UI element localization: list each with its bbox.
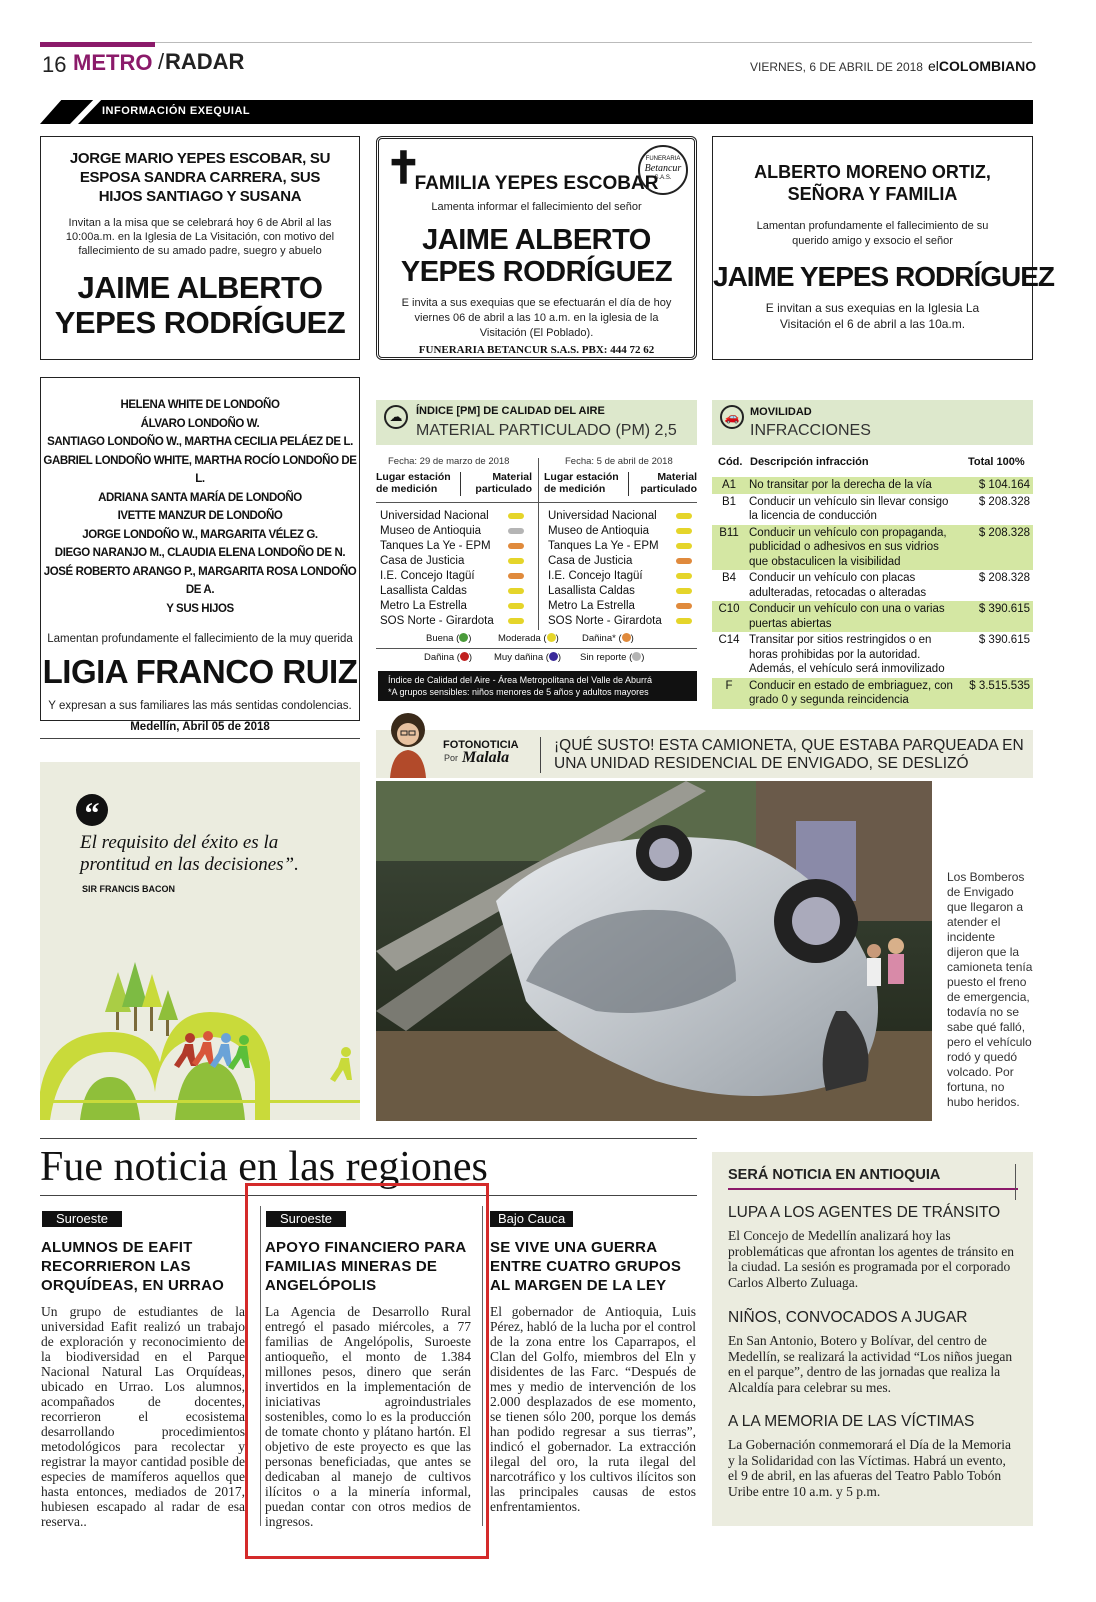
station-name: Casa de Justicia (380, 555, 465, 567)
antioquia-body: En San Antonio, Botero y Bolívar, del centro de Medellín, se realizará la actividad “Los niños juegan en el parque”, dentro de las jornadas que realiza la Alcaldía para celebrar su mes. (728, 1333, 1013, 1395)
movilidad-header (712, 400, 1033, 445)
aqi-station-row (548, 539, 698, 554)
article-headline: SE VIVE UNA GUERRA ENTRE CUATRO GRUPOS AL MARGEN DE LA LEY (490, 1239, 682, 1294)
aqi-header (376, 400, 697, 445)
obituary-family-member: JOSÉ ROBERTO ARANGO P., MARGARITA ROSA LONDOÑO DE A. (43, 565, 357, 596)
aqi-rule (376, 648, 697, 649)
section-slash: / (158, 49, 165, 74)
quote-panel (40, 762, 360, 1120)
obituary-notice (712, 136, 1055, 360)
mov-col-total: Total 100% (968, 456, 1025, 468)
station-name: SOS Norte - Girardota (548, 615, 662, 627)
region-tag: Bajo Cauca (490, 1211, 573, 1227)
legend-label: Dañina* ( (582, 633, 622, 644)
aqi-station-row (548, 584, 698, 599)
section-color-bar (40, 42, 155, 47)
air-quality-indicator (676, 543, 692, 549)
obituary-family-member: Y SUS HIJOS (166, 602, 234, 615)
station-name: SOS Norte - Girardota (380, 615, 494, 627)
infraction-desc: Conducir un vehículo con placas adulteradas, retocadas o alteradas (749, 572, 927, 599)
air-quality-indicator (676, 588, 692, 594)
newspaper-logo: elCOLOMBIANO (928, 58, 1037, 74)
legend-item: Dañina* ( ) (582, 633, 634, 644)
funeral-home-contact: FUNERARIA BETANCUR S.A.S. PBX: 444 72 62 (418, 344, 655, 356)
infraction-code: B4 (721, 572, 737, 584)
air-quality-indicator (676, 558, 692, 564)
air-quality-indicator (508, 528, 524, 534)
aqi-title: MATERIAL PARTICULADO (PM) 2,5 (416, 422, 677, 439)
obituary-family: ALBERTO MORENO ORTIZ, SEÑORA Y FAMILIA (754, 162, 991, 204)
obituary-family-member: DIEGO NARANJO M., CLAUDIA ELENA LONDOÑO DE N. (54, 547, 346, 559)
aqi-station-row (548, 569, 698, 584)
infraction-row (712, 601, 1033, 632)
fotonoticia-label: FOTONOTICIA (443, 739, 519, 751)
article-body: El gobernador de Antioquia, Luis Pérez, habló de la lucha por el control de la zona entre los Caparrapos, el Clan del Golfo, miembros del Eln y disidentes de las Farc. “Después de mes y medio de intervención de los 2.000 desplazados de ese momento, se tienen sólo 200, porque los demás han podido regresar a sus tierras”, indicó el gobernador. La extracción ilegal del oro, la ruta ilegal del narcotráfico y los cultivos ilícitos son las principales causas de estos enfrentamientos. (490, 1304, 696, 1514)
air-quality-indicator (508, 558, 524, 564)
divider (40, 1138, 697, 1139)
station-name: I.E. Concejo Itagüí (380, 570, 475, 582)
legend-label: Moderada ( (498, 633, 547, 644)
obituary-text: E invita a sus exequias que se efectuarán el día de hoy viernes 06 de abril a las 10 a.m. en la iglesia de la Visitación (El Poblado). (401, 297, 672, 339)
obituary-family: FAMILIA YEPES ESCOBAR (414, 173, 659, 194)
obituary-family-member: SANTIAGO LONDOÑO W., MARTHA CECILIA PELÁEZ DE L. (47, 436, 353, 448)
fotonoticia-headline: ¡QUÉ SUSTO! ESTA CAMIONETA, QUE ESTABA PARQUEADA EN UNA UNIDAD RESIDENCIAL DE ENVIGADO, SE DESLIZÓ (554, 737, 1024, 772)
infraction-row (712, 678, 1033, 709)
region-tag: Suroeste (266, 1211, 346, 1227)
obituary-name: LIGIA FRANCO RUIZ (42, 653, 358, 690)
infraction-desc: Conducir un vehículo con propaganda, publicidad o adhesivos en sus vidrios que obstaculicen la visibilidad (749, 526, 947, 568)
obituary-text: Invitan a la misa que se celebrará hoy 6 de Abril al las 10:00a.m. en la Iglesia de La Visitación, con motivo del fallecimiento de su amado padre, suegro y abuelo (65, 217, 335, 257)
infractions-table (712, 477, 1033, 709)
infraction-total: $ 208.328 (978, 495, 1030, 508)
mov-col-desc: Descripción infracción (750, 456, 869, 468)
station-name: Metro La Estrella (548, 600, 635, 612)
regions-title: Fue noticia en las regiones (40, 1144, 488, 1190)
station-name: Lasallista Caldas (548, 585, 635, 597)
car-icon: 🚗 (720, 405, 744, 429)
infraction-desc: Conducir un vehículo con una o varias puertas abiertas (749, 603, 945, 630)
aqi-station-row (380, 614, 530, 629)
legend-label: Muy dañina ( (494, 652, 549, 663)
obituary-intro: Lamentan profundamente el fallecimiento de la muy querida (47, 633, 353, 645)
obituary-name: JAIME YEPES RODRÍGUEZ (713, 261, 1055, 292)
obituary-family-member: ADRIANA SANTA MARÍA DE LONDOÑO (98, 491, 302, 504)
aqi-station-row (380, 509, 530, 524)
infraction-code: A1 (721, 479, 737, 491)
aqi-station-row (380, 539, 530, 554)
obituary-text: Y expresan a sus familiares las más sentidas condolencias. (48, 700, 352, 712)
highlight-box (245, 1183, 489, 1559)
movilidad-title: INFRACCIONES (750, 422, 871, 439)
air-quality-indicator (676, 573, 692, 579)
aqi-station-list (548, 509, 698, 629)
obituary-family-member: JORGE LONDOÑO W., MARGARITA VÉLEZ G. (82, 528, 318, 541)
infraction-total: $ 390.615 (978, 634, 1030, 646)
infraction-row (712, 477, 1033, 494)
obituary-family-member: HELENA WHITE DE LONDOÑO (120, 399, 280, 411)
air-quality-indicator (676, 603, 692, 609)
movilidad-label: MOVILIDAD (750, 406, 812, 418)
region-tag: Suroeste (42, 1211, 122, 1227)
infraction-desc: Conducir en estado de embriaguez, con grado 0 y segunda reincidencia (749, 679, 953, 706)
aqi-date-right: Fecha: 5 de abril de 2018 (565, 456, 673, 467)
aqi-label: ÍNDICE [PM] DE CALIDAD DEL AIRE (416, 405, 605, 417)
runners-illustration (40, 912, 360, 1120)
infraction-row (712, 632, 1033, 678)
aqi-station-row (380, 569, 530, 584)
legend-item: Sin reporte ( ) (580, 652, 645, 663)
infraction-desc: Conducir un vehículo sin llevar consigo la licencia de conducción (749, 495, 949, 522)
fotonoticia-author: Malala (462, 749, 510, 766)
air-quality-indicator (676, 528, 692, 534)
infraction-code: B11 (719, 526, 739, 539)
infraction-desc: Transitar por sitios restringidos o en horas prohibidas por la autoridad. Además, el vehículo será inmovilizado (749, 634, 945, 675)
author-avatar-icon (378, 704, 438, 778)
obituary-family-list (41, 396, 359, 618)
obituary-family-member: GABRIEL LONDOÑO WHITE, MARTHA ROCÍO LONDOÑO DE L. (43, 454, 357, 485)
aqi-station-row (380, 554, 530, 569)
station-name: I.E. Concejo Itagüí (548, 570, 643, 582)
aqi-col-station: Lugar estación de medición (544, 471, 619, 495)
infraction-total: $ 208.328 (978, 572, 1030, 584)
infraction-total: $ 104.164 (978, 479, 1030, 491)
antioquia-panel (712, 1152, 1033, 1526)
subsection-name: RADAR (165, 49, 245, 74)
obituary-intro: Lamenta informar el fallecimiento del señor (431, 201, 642, 213)
aqi-station-row (380, 524, 530, 539)
aqi-station-row (548, 509, 698, 524)
col-divider (460, 472, 461, 496)
obituary-notice (40, 377, 360, 733)
air-quality-indicator (508, 603, 524, 609)
divider (40, 738, 360, 739)
aqi-col-material: Material particulado (640, 471, 697, 495)
legend-swatch (632, 652, 641, 661)
aqi-station-row (548, 554, 698, 569)
station-name: Casa de Justicia (548, 555, 633, 567)
antioquia-headline: LUPA A LOS AGENTES DE TRÁNSITO (728, 1204, 1001, 1221)
legend-label: Dañina ( (424, 652, 460, 663)
legend-item: Muy dañina ( ) (494, 652, 562, 663)
obituary-notice (40, 136, 360, 360)
accent-rule (728, 1188, 1018, 1190)
obituary-name: YEPES RODRÍGUEZ (54, 305, 346, 340)
obituary-family-member: ÁLVARO LONDOÑO W. (140, 417, 260, 430)
infraction-code: C14 (718, 634, 740, 646)
aqi-station-row (380, 584, 530, 599)
cross-icon: ✝ (385, 144, 422, 193)
air-quality-indicator (676, 513, 692, 519)
fotonoticia-by: Por (444, 753, 459, 763)
aqi-station-row (548, 599, 698, 614)
infraction-code: B1 (721, 495, 737, 508)
article-body: La Agencia de Desarrollo Rural entregó el pasado miércoles, a 77 familias de Angelópolis, Suroeste antioqueño, el monto de 1.384 millones pesos, dinero que serán invertidos en la implementación de iniciativas agroindustriales sostenibles, como lo es la producción de tomate chonto y plátano hartón. El objetivo de este proyecto es que las personas beneficiadas, que antes se dedicaban al manejo de cultivos ilícitos o a la minería informal, puedan contar con otros medios de ingresos. (265, 1304, 471, 1529)
obituary-text: E invitan a sus exequias en la Iglesia La Visitación el 6 de abril a las 10a.m. (765, 301, 980, 331)
legend-swatch (547, 633, 556, 642)
air-quality-indicator (508, 513, 524, 519)
station-name: Museo de Antioquia (548, 525, 650, 537)
aqi-rule (376, 502, 697, 503)
article-headline: ALUMNOS DE EAFIT RECORRIERON LAS ORQUÍDEAS, EN URRAO (41, 1239, 224, 1294)
article-headline: APOYO FINANCIERO PARA FAMILIAS MINERAS DE ANGELÓPOLIS (265, 1239, 466, 1294)
banner-label: INFORMACIÓN EXEQUIAL (102, 105, 251, 117)
legend-swatch (622, 633, 631, 642)
obituary-notice (376, 136, 697, 360)
obituary-name: YEPES RODRÍGUEZ (400, 256, 673, 288)
quote-mark-icon: “ (76, 794, 108, 826)
exequial-banner (40, 100, 1033, 124)
section-name: METRO (73, 50, 153, 75)
aqi-station-row (380, 599, 530, 614)
station-name: Museo de Antioquia (380, 525, 482, 537)
station-name: Lasallista Caldas (380, 585, 467, 597)
aqi-station-row (548, 524, 698, 539)
divider (1015, 1164, 1016, 1200)
antioquia-body: El Concejo de Medellín analizará hoy las problemáticas que afrontan los agentes de tránsito en la ciudad. La sesión es programada por el corporado Carlos Alberto Zuluaga. (728, 1228, 1015, 1290)
infraction-code: F (725, 679, 733, 692)
antioquia-headline: A LA MEMORIA DE LAS VÍCTIMAS (728, 1413, 975, 1430)
funeral-home-seal-icon: FUNERARIA Betancur S.A.S. (638, 145, 688, 195)
divider (540, 737, 541, 773)
station-name: Universidad Nacional (380, 510, 489, 522)
infraction-row (712, 570, 1033, 601)
air-quality-indicator (508, 573, 524, 579)
aqi-col-material: Material particulado (475, 471, 532, 495)
obituary-name: JAIME ALBERTO (77, 270, 323, 305)
antioquia-title: SERÁ NOTICIA EN ANTIOQUIA (728, 1167, 941, 1183)
aqi-station-list (380, 509, 530, 629)
obituary-intro: Lamentan profundamente el fallecimiento de su querido amigo y exsocio el señor (756, 220, 989, 247)
antioquia-headline: NIÑOS, CONVOCADOS A JUGAR (728, 1309, 968, 1326)
air-quality-indicator (508, 588, 524, 594)
air-quality-indicator (676, 618, 692, 624)
infraction-code: C10 (718, 603, 740, 615)
smog-icon: ☁ (384, 405, 408, 429)
header-rule (40, 42, 1032, 43)
aqi-station-row (548, 614, 698, 629)
legend-swatch (459, 633, 468, 642)
quote-text: El requisito del éxito es la prontitud en las decisiones”. (80, 832, 299, 875)
photo-caption: Los Bomberos de Envigado que llegaron a atender el incidente dijeron que la camioneta tenía puesto el freno de emergencia, todavía no se sabe qué falló, pero el vehículo rodó y quedó volcado. Por fortuna, no hubo heridos. (947, 870, 1033, 1109)
station-name: Tanques La Ye - EPM (548, 540, 659, 552)
infraction-total: $ 208.328 (978, 526, 1030, 539)
aqi-date-left: Fecha: 29 de marzo de 2018 (388, 456, 510, 467)
legend-item: Dañina ( ) (424, 652, 473, 663)
obituary-family-member: IVETTE MANZUR DE LONDOÑO (117, 510, 283, 522)
legend-swatch (549, 652, 558, 661)
legend-label: Buena ( (426, 633, 460, 644)
obituary-name: JAIME ALBERTO (422, 224, 651, 256)
air-quality-indicator (508, 543, 524, 549)
issue-date: VIERNES, 6 DE ABRIL DE 2018 (750, 60, 923, 74)
station-name: Metro La Estrella (380, 600, 467, 612)
obituary-place-date: Medellín, Abril 05 de 2018 (130, 721, 270, 733)
infraction-desc: No transitar por la derecha de la vía (749, 479, 932, 491)
obituary-family: JORGE MARIO YEPES ESCOBAR, SU ESPOSA SANDRA CARRERA, SUS HIJOS SANTIAGO Y SUSANA (69, 150, 331, 205)
station-name: Tanques La Ye - EPM (380, 540, 491, 552)
page-number: 16 (42, 52, 67, 77)
air-quality-indicator (508, 618, 524, 624)
mov-col-code: Cód. (718, 456, 743, 468)
infraction-row (712, 525, 1033, 571)
antioquia-body: La Gobernación conmemorará el Día de la Memoria y la Solidaridad con las Víctimas. Habrá un evento, el 9 de abril, en las afueras del Teatro Pablo Tobón Uribe entre 10 a.m. y 5 p.m. (728, 1437, 1011, 1499)
infraction-row (712, 494, 1033, 525)
infraction-total: $ 390.615 (978, 603, 1030, 615)
aqi-legend (376, 631, 697, 671)
aqi-footnote: Índice de Calidad del Aire - Área Metropolitana del Valle de Aburrá *A grupos sensibles: niños menores de 5 años y adultos mayores (378, 671, 697, 701)
legend-label: Sin reporte ( (580, 652, 633, 663)
legend-item: Moderada ( ) (498, 633, 559, 644)
aqi-center-divider (538, 458, 539, 630)
station-name: Universidad Nacional (548, 510, 657, 522)
quote-author: SIR FRANCIS BACON (82, 884, 176, 894)
article-body: Un grupo de estudiantes de la universidad Eafit realizó un trabajo de exploración y reconocimiento de la biodiversidad en el Parque Nacional Natural Las Orquídeas, ubicado en Urrao. Los alumnos, acompañados de docentes, recorrieron el ecosistema desarrollando procedimientos metodológicos para recolectar y registrar la mayor cantidad posible de especies de mamíferos aquellos que hasta entonces, mediados de 2017, hubiesen escapado al radar de esa reserva.. (41, 1304, 245, 1529)
col-divider (628, 472, 629, 496)
infraction-total: $ 3.515.535 (969, 679, 1030, 692)
legend-item: Buena ( ) (426, 633, 472, 644)
aqi-col-station: Lugar estación de medición (376, 471, 451, 495)
legend-swatch (460, 652, 469, 661)
overturned-car-photo (376, 781, 932, 1121)
